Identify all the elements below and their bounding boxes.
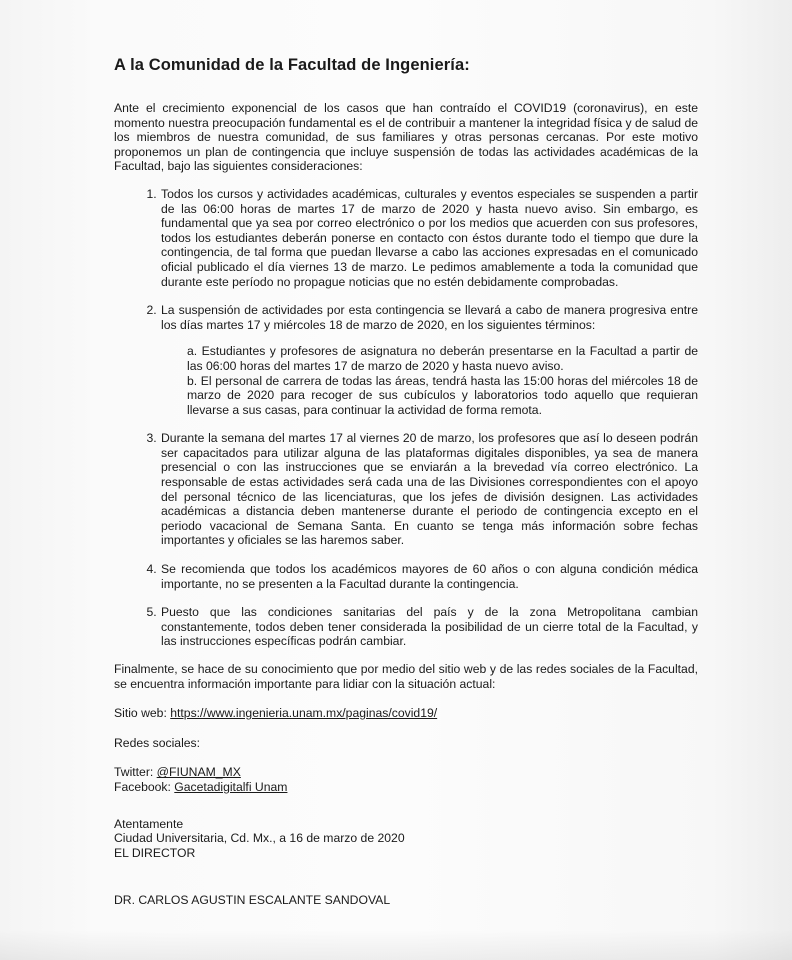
list-item-text: Todos los cursos y actividades académicas, culturales y eventos especiales se suspenden a partir de las 06:00 horas de martes 17 de marzo de 2020 y hasta nuevo aviso. Sin embargo, es fundamental que ya sea por correo electrónico o por los medios que acuerden con sus profesores, todos los estudiantes deberán ponerse en contacto con éstos durante todo el tiempo que dure la contingencia, de tal forma que puedan llevarse a cabo las acciones expresadas en el comunicado oficial publicado el día viernes 13 de marzo. Le pedimos amablemente a toda la comunidad que durante este período no propague noticias que no estén debidamente comprobadas.: [161, 186, 698, 289]
list-item: [160, 562, 698, 591]
signature-block: [114, 817, 698, 908]
website-line: [114, 706, 698, 721]
sub-list: [187, 344, 698, 417]
social-heading: Redes sociales:: [114, 735, 201, 750]
document-heading: A la Comunidad de la Facultad de Ingeniería:: [114, 56, 470, 74]
place-date: Ciudad Universitaria, Cd. Mx., a 16 de marzo de 2020: [114, 831, 405, 846]
list-item: [160, 431, 698, 548]
closing-paragraph: Finalmente, se hace de su conocimiento que por medio del sitio web y de las redes sociales de la Facultad, se encuentra información importante para lidiar con la situación actual:: [114, 662, 698, 691]
website-link[interactable]: https://www.ingenieria.unam.mx/paginas/covid19/: [170, 706, 438, 721]
intro-paragraph: Ante el crecimiento exponencial de los casos que han contraído el COVID19 (coronavirus), en este momento nuestra preocupación fundamental es el de contribuir a mantener la integridad física y de salud de los miembros de nuestra comunidad, de sus familiares y otras personas cercanas. Por este motivo proponemos un plan de contingencia que incluye suspensión de todas las actividades académicas de la Facultad, bajo las siguientes consideraciones:: [114, 101, 698, 174]
director-name: DR. CARLOS AGUSTIN ESCALANTE SANDOVAL: [114, 893, 391, 908]
list-item: [160, 605, 698, 649]
sub-list-item: a. Estudiantes y profesores de asignatura no deberán presentarse en la Facultad a partir de las 06:00 horas del martes 17 de marzo de 2020 y hasta nuevo aviso.: [187, 344, 698, 373]
sub-list-item: b. El personal de carrera de todas las áreas, tendrá hasta las 15:00 horas del miércoles 18 de marzo de 2020 para recoger de sus cubículos y laboratorios todo aquello que requieran llevarse a sus casas, para continuar la actividad de forma remota.: [187, 373, 698, 417]
website-label: Sitio web:: [114, 706, 171, 721]
facebook-link[interactable]: Gacetadigitalfi Unam: [174, 779, 288, 794]
considerations-list: [114, 187, 698, 649]
twitter-link[interactable]: @FIUNAM_MX: [156, 765, 241, 780]
list-item: [160, 187, 698, 289]
list-item-text: Puesto que las condiciones sanitarias del país y de la zona Metropolitana cambian constantemente, todos deben tener considerada la posibilidad de un cierre total de la Facultad, y las instrucciones específicas podrán cambiar.: [161, 605, 698, 649]
salutation: Atentamente: [114, 816, 184, 831]
director-role: EL DIRECTOR: [114, 845, 196, 860]
social-links: [114, 765, 698, 794]
facebook-label: Facebook:: [114, 779, 175, 794]
facebook-line: [114, 780, 698, 795]
list-item-text: Durante la semana del martes 17 al viernes 20 de marzo, los profesores que así lo deseen podrán ser capacitados para utilizar alguna de las plataformas digitales disponibles, ya sea de manera presencial o con las instrucciones que se enviarán a la brevedad vía correo electrónico. La responsable de estas actividades será cada una de las Divisiones correspondientes con el apoyo del personal técnico de las licenciaturas, que los jefes de división designen. Las actividades académicas a distancia deben mantenerse durante el periodo de contingencia excepto en el periodo vacacional de Semana Santa. En cuanto se tenga más información sobre fechas importantes y oficiales se las haremos saber.: [161, 431, 698, 548]
list-item-text: Se recomienda que todos los académicos mayores de 60 años o con alguna condición médica importante, no se presenten a la Facultad durante la contingencia.: [161, 562, 698, 591]
list-item: [160, 303, 698, 417]
list-item-text: La suspensión de actividades por esta contingencia se llevará a cabo de manera progresiva entre los días martes 17 y miércoles 18 de marzo de 2020, en los siguientes términos:: [161, 303, 698, 332]
twitter-label: Twitter:: [114, 765, 157, 780]
twitter-line: [114, 765, 698, 780]
